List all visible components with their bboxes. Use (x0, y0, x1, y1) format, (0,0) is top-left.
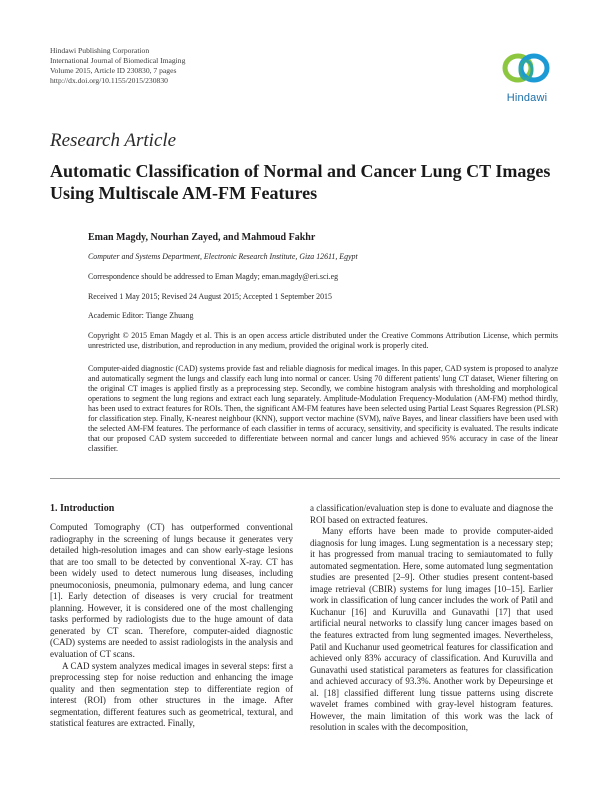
academic-editor: Academic Editor: Tiange Zhuang (88, 311, 194, 320)
intro-paragraph-4: Many efforts have been made to provide computer-aided diagnosis for lung images. Lung segmentation is a necessary step; it has progressed from manual tracing to semiautomated to fully automated segmentation. Here, some automated lung segmentation studies are presented [2–9]. Other studies present content-based image retrieval (CBIR) systems for lung images [10–15]. Earlier work in classification of lung cancer includes the work of Patil and Kuchanur [16] and Kuruvilla and Gunavathi [17] that used artificial neural networks to classify lung cancer images based on the features extracted from lung segmented images. Nevertheless, Patil and Kuchanur used geometrical features for classification and achieved only 83% accuracy of classification. And Kuruvilla and Gunavathi used statistical parameters as features for classification and achieved accuracy of 93.3%. Another work by Depeursinge et al. [18] classified different lung tissue patterns using discrete wavelet frames combined with gray-level histogram features. However, the main limitation of this work was the lack of resolution in scales with the decomposition, (310, 526, 553, 733)
section-divider (50, 478, 560, 479)
copyright-notice: Copyright © 2015 Eman Magdy et al. This is an open access article distributed under the Creative Commons Attribution License, which permits unrestricted use, distribution, and reproduction in any medium, provided the original work is properly cited. (88, 331, 558, 350)
intro-paragraph-3: a classification/evaluation step is done to evaluate and diagnose the ROI based on extracted features. (310, 503, 553, 525)
received-dates: Received 1 May 2015; Revised 24 August 2015; Accepted 1 September 2015 (88, 292, 332, 301)
publisher-line: Hindawi Publishing Corporation (50, 46, 150, 55)
journal-header (50, 46, 185, 86)
intro-paragraph-1: Computed Tomography (CT) has outperformed conventional radiography in the screening of lungs because it generates very detailed high-resolution images and can show early-stage lesions that are too small to be detected by conventional X-ray. CT has been widely used to detect numerous lung diseases, including pneumoconiosis, pneumonia, pulmonary edema, and lung cancer [1]. Early detection of diseases is very crucial for treatment planning. However, it is considered one of the most challenging tasks performed by radiologists due to the huge amount of data generated by CT scan. Therefore, computer-aided diagnostic (CAD) systems are needed to assist radiologists in the analysis and evaluation of CT scans. (50, 522, 293, 660)
correspondence: Correspondence should be addressed to Eman Magdy; eman.magdy@eri.sci.eg (88, 272, 339, 281)
article-title (50, 160, 560, 204)
affiliation: Computer and Systems Department, Electronic Research Institute, Giza 12611, Egypt (88, 252, 358, 261)
journal-name: International Journal of Biomedical Imaging (50, 56, 186, 65)
hindawi-logo-word: Hindawi (506, 92, 548, 104)
volume-line: Volume 2015, Article ID 230830, 7 pages (50, 66, 177, 75)
left-column (50, 522, 293, 730)
title-line-2: Using Multiscale AM-FM Features (50, 183, 318, 203)
article-type: Research Article (50, 130, 177, 151)
doi-link[interactable]: http://dx.doi.org/10.1155/2015/230830 (50, 76, 168, 85)
abstract: Computer-aided diagnostic (CAD) systems provide fast and reliable diagnosis for medical images. In this paper, CAD system is proposed to analyze and automatically segment the lungs and classify each lung into normal or cancer. Using 70 different patients' lung CT dataset, Wiener filtering on the original CT images is applied firstly as a preprocessing step. Secondly, we combine histogram analysis with thresholding and morphological operations to segment the lung regions and extract each lung separately. Amplitude-Modulation Frequency-Modulation (AM-FM) method thirdly, has been used to extract features for ROIs. Then, the significant AM-FM features have been selected using Partial Least Squares Regression (PLSR) for classification step. Finally, K-nearest neighbour (KNN), support vector machine (SVM), naïve Bayes, and linear classifiers have been used with the selected AM-FM features. The performance of each classifier in terms of accuracy, sensitivity, and specificity is evaluated. The results indicate that our proposed CAD system succeeded to differentiate between normal and cancer lungs and achieved 95% accuracy in case of the linear classifier. (88, 364, 558, 453)
title-line-1: Automatic Classification of Normal and Cancer Lung CT Images (50, 161, 551, 181)
right-column (310, 503, 553, 734)
section-heading-introduction: 1. Introduction (50, 503, 115, 514)
author-list: Eman Magdy, Nourhan Zayed, and Mahmoud Fakhr (88, 232, 316, 243)
intro-paragraph-2: A CAD system analyzes medical images in several steps: first a preprocessing step for noise reduction and enhancing the image quality and then segmentation step to differentiate region of interest (ROI) from other structures in the image. After segmentation, different features such as geometrical, textural, and statistical features are extracted. Finally, (50, 660, 293, 729)
